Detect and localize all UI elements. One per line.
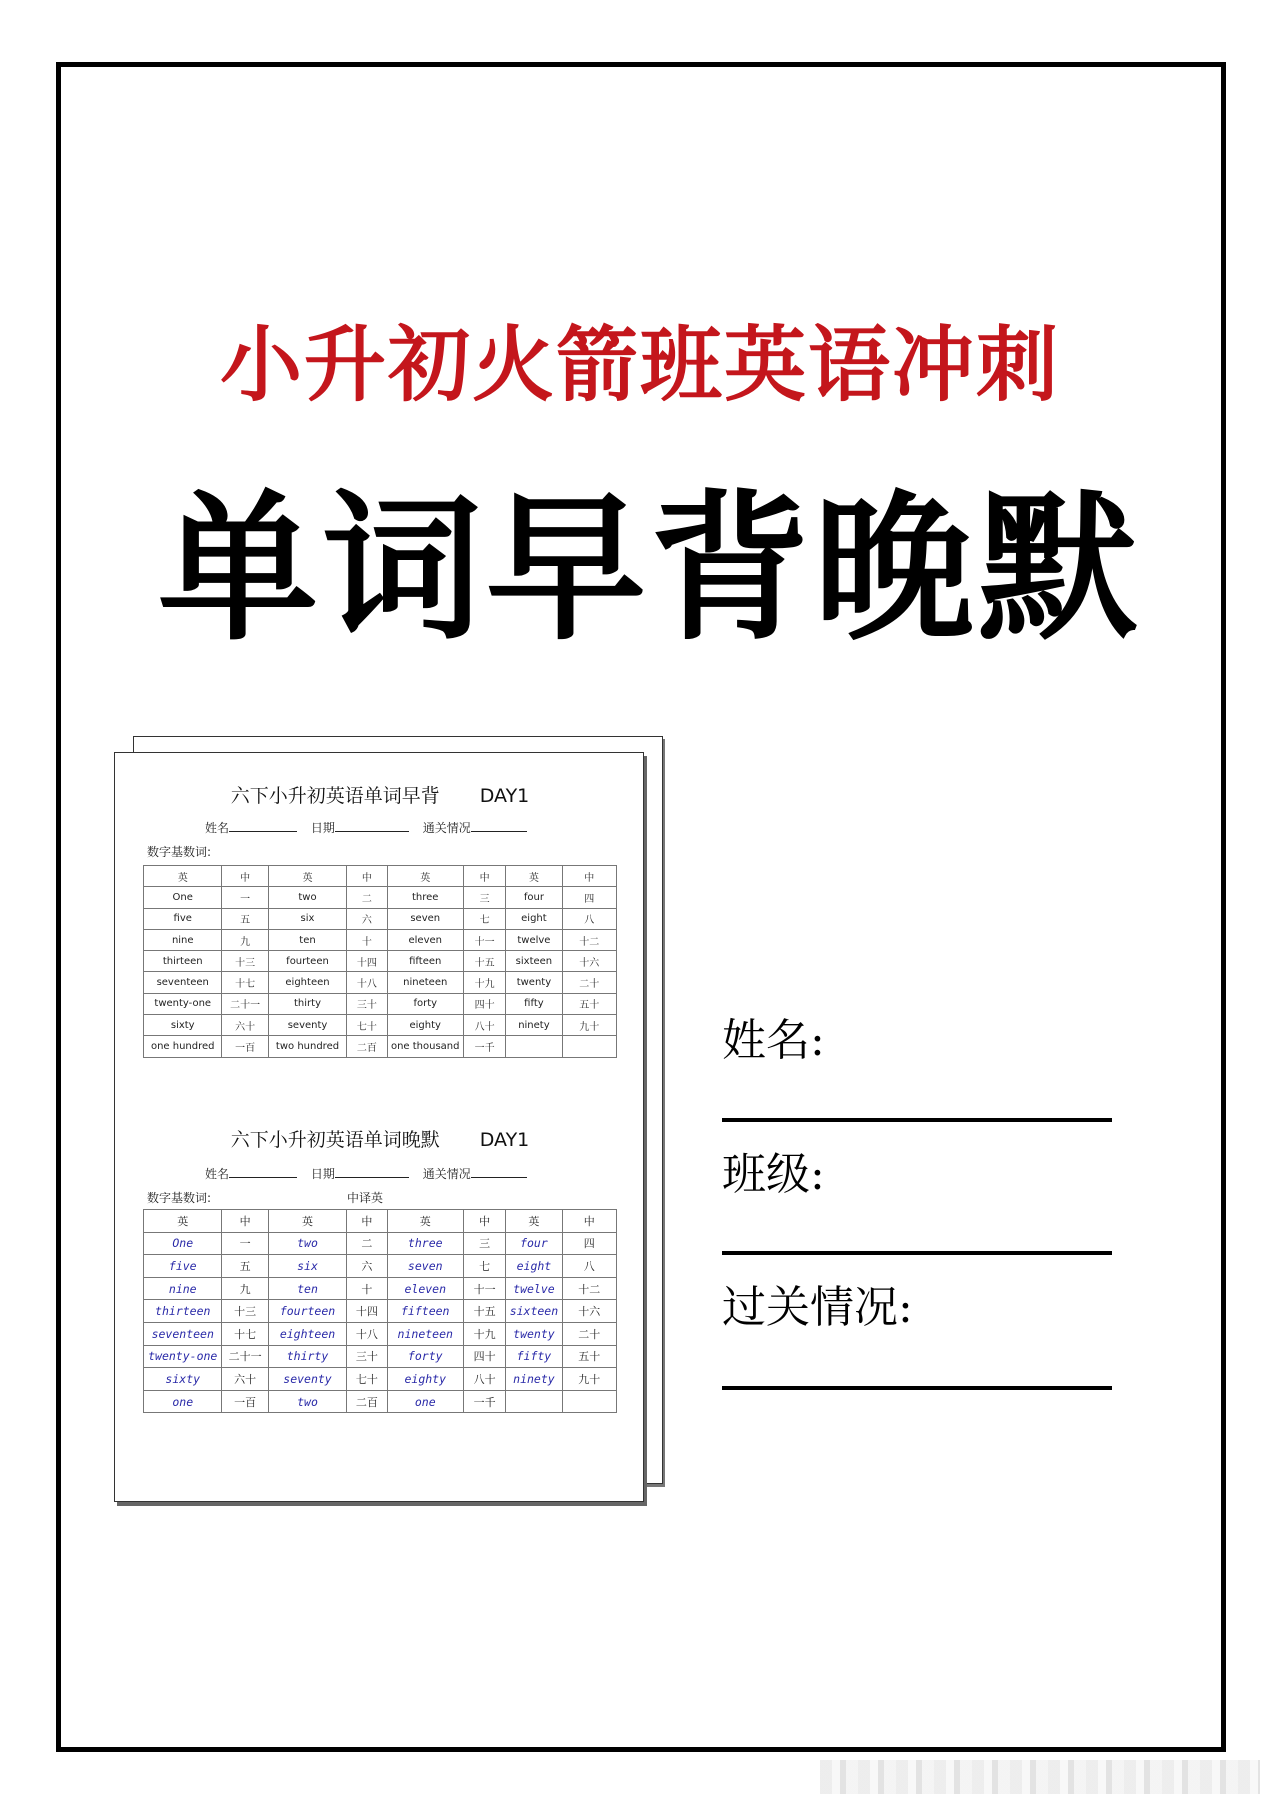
table-cell: seventy: [268, 1015, 346, 1036]
table-cell: eight: [506, 1255, 562, 1278]
table-row: [144, 951, 617, 972]
table-cell: [562, 1036, 616, 1057]
table-row: [144, 972, 617, 993]
evening-title: 六下小升初英语单词晚默: [230, 1129, 440, 1151]
table-cell: 八: [562, 908, 616, 929]
table-header-cell: 英: [387, 866, 463, 887]
table-cell: 一千: [463, 1036, 505, 1057]
table-cell: 二百: [347, 1390, 387, 1413]
table-cell: 十九: [463, 972, 505, 993]
table-cell: nineteen: [387, 1322, 463, 1345]
table-header-row: [144, 1210, 617, 1233]
evening-date-label: 日期: [310, 1167, 335, 1181]
table-cell: 七: [463, 908, 505, 929]
table-cell: 十三: [222, 1300, 268, 1323]
evening-day: DAY1: [479, 1129, 530, 1151]
morning-title-row: [115, 781, 645, 808]
table-header-row: [144, 866, 617, 887]
table-cell: 十五: [463, 951, 505, 972]
table-header-cell: 中: [463, 1210, 505, 1233]
table-cell: fifty: [506, 993, 562, 1014]
table-cell: thirty: [268, 1345, 346, 1368]
evening-status-label: 通关情况: [422, 1167, 471, 1181]
table-row: [144, 1368, 617, 1391]
table-cell: 三: [463, 887, 505, 908]
table-cell: ninety: [506, 1368, 562, 1391]
table-header-cell: 中: [347, 866, 387, 887]
table-cell: one: [387, 1390, 463, 1413]
table-cell: eleven: [387, 1277, 463, 1300]
table-cell: 十二: [562, 1277, 616, 1300]
morning-title: 六下小升初英语单词早背: [230, 785, 440, 807]
table-cell: fifteen: [387, 951, 463, 972]
table-header-cell: 英: [268, 866, 346, 887]
evening-name-blank: [229, 1177, 297, 1178]
table-cell: seventy: [268, 1368, 346, 1391]
table-cell: sixty: [144, 1368, 222, 1391]
table-cell: 一: [222, 887, 268, 908]
morning-status-label: 通关情况: [422, 821, 471, 835]
table-cell: two: [268, 1390, 346, 1413]
table-cell: 十三: [222, 951, 268, 972]
table-cell: One: [144, 887, 222, 908]
table-cell: seventeen: [144, 972, 222, 993]
table-cell: seven: [387, 908, 463, 929]
table-cell: 十八: [347, 1322, 387, 1345]
table-header-cell: 中: [562, 1210, 616, 1233]
table-cell: twelve: [506, 929, 562, 950]
table-cell: fourteen: [268, 1300, 346, 1323]
table-cell: 五十: [562, 1345, 616, 1368]
table-cell: 十: [347, 1277, 387, 1300]
table-header-cell: 英: [506, 866, 562, 887]
table-cell: 七十: [347, 1368, 387, 1391]
table-cell: two hundred: [268, 1036, 346, 1057]
table-cell: 一百: [222, 1036, 268, 1057]
table-cell: 十八: [347, 972, 387, 993]
table-cell: 八十: [463, 1368, 505, 1391]
status-field-label: 过关情况:: [722, 1282, 913, 1333]
table-cell: sixty: [144, 1015, 222, 1036]
evening-mode-label: 中译英: [347, 1191, 384, 1205]
evening-meta: [205, 1165, 527, 1182]
table-header-cell: 英: [144, 1210, 222, 1233]
table-cell: 三: [463, 1232, 505, 1255]
table-row: [144, 1390, 617, 1413]
table-cell: eighteen: [268, 1322, 346, 1345]
morning-name-label: 姓名: [205, 821, 230, 835]
name-field-label: 姓名:: [722, 1015, 825, 1066]
table-cell: 十: [347, 929, 387, 950]
table-cell: 二: [347, 1232, 387, 1255]
morning-name-blank: [229, 831, 297, 832]
table-cell: forty: [387, 993, 463, 1014]
morning-date-blank: [335, 831, 409, 832]
watermark-strip: [820, 1760, 1260, 1794]
table-cell: 一百: [222, 1390, 268, 1413]
table-cell: 十一: [463, 929, 505, 950]
table-cell: 二十一: [222, 993, 268, 1014]
cover-title: 单词早背晚默: [157, 474, 1142, 662]
table-cell: thirteen: [144, 1300, 222, 1323]
table-cell: 四十: [463, 1345, 505, 1368]
table-cell: 三十: [347, 1345, 387, 1368]
class-field-label: 班级:: [722, 1149, 825, 1200]
table-cell: 二十一: [222, 1345, 268, 1368]
table-cell: forty: [387, 1345, 463, 1368]
table-row: [144, 1036, 617, 1057]
table-cell: 九: [222, 929, 268, 950]
morning-section-label: 数字基数词:: [147, 845, 212, 859]
status-field-line[interactable]: [722, 1386, 1112, 1390]
table-cell: 一千: [463, 1390, 505, 1413]
table-cell: seven: [387, 1255, 463, 1278]
class-field-line[interactable]: [722, 1251, 1112, 1255]
table-cell: two: [268, 1232, 346, 1255]
morning-meta: [205, 819, 527, 836]
table-cell: nine: [144, 929, 222, 950]
table-cell: 一: [222, 1232, 268, 1255]
table-cell: 三十: [347, 993, 387, 1014]
evening-word-table: [143, 1209, 617, 1413]
table-cell: [562, 1390, 616, 1413]
table-cell: eighty: [387, 1368, 463, 1391]
table-cell: six: [268, 908, 346, 929]
table-cell: 十九: [463, 1322, 505, 1345]
table-row: [144, 993, 617, 1014]
table-cell: fifteen: [387, 1300, 463, 1323]
table-cell: 二百: [347, 1036, 387, 1057]
table-cell: sixteen: [506, 1300, 562, 1323]
table-cell: 九: [222, 1277, 268, 1300]
table-cell: [506, 1390, 562, 1413]
table-cell: 八十: [463, 1015, 505, 1036]
cover-subtitle: 小升初火箭班英语冲刺: [219, 317, 1060, 413]
table-cell: 四十: [463, 993, 505, 1014]
table-cell: 九十: [562, 1368, 616, 1391]
table-header-cell: 中: [222, 1210, 268, 1233]
table-cell: twenty-one: [144, 993, 222, 1014]
table-cell: 二: [347, 887, 387, 908]
table-header-cell: 中: [562, 866, 616, 887]
table-cell: 四: [562, 1232, 616, 1255]
table-row: [144, 929, 617, 950]
table-cell: 八: [562, 1255, 616, 1278]
table-row: [144, 1015, 617, 1036]
table-cell: ninety: [506, 1015, 562, 1036]
table-header-cell: 英: [144, 866, 222, 887]
table-cell: 六十: [222, 1368, 268, 1391]
table-cell: [506, 1036, 562, 1057]
table-cell: 二十: [562, 1322, 616, 1345]
table-cell: seventeen: [144, 1322, 222, 1345]
morning-day: DAY1: [479, 785, 530, 807]
table-cell: 六: [347, 1255, 387, 1278]
table-cell: 二十: [562, 972, 616, 993]
table-row: [144, 1300, 617, 1323]
table-cell: two: [268, 887, 346, 908]
table-cell: twenty: [506, 972, 562, 993]
table-cell: eighteen: [268, 972, 346, 993]
table-cell: one: [144, 1390, 222, 1413]
table-row: [144, 908, 617, 929]
table-cell: 十四: [347, 951, 387, 972]
table-cell: 五十: [562, 993, 616, 1014]
table-cell: three: [387, 1232, 463, 1255]
table-cell: ten: [268, 929, 346, 950]
table-row: [144, 1277, 617, 1300]
table-cell: one hundred: [144, 1036, 222, 1057]
table-cell: 六十: [222, 1015, 268, 1036]
morning-date-label: 日期: [310, 821, 335, 835]
table-cell: five: [144, 908, 222, 929]
table-cell: 十七: [222, 972, 268, 993]
table-row: [144, 1322, 617, 1345]
table-cell: fourteen: [268, 951, 346, 972]
table-cell: twenty: [506, 1322, 562, 1345]
table-header-cell: 英: [268, 1210, 346, 1233]
table-cell: thirteen: [144, 951, 222, 972]
table-cell: fifty: [506, 1345, 562, 1368]
table-header-cell: 英: [387, 1210, 463, 1233]
table-cell: three: [387, 887, 463, 908]
table-cell: 四: [562, 887, 616, 908]
table-cell: sixteen: [506, 951, 562, 972]
table-cell: eleven: [387, 929, 463, 950]
table-cell: five: [144, 1255, 222, 1278]
name-field-line[interactable]: [722, 1118, 1112, 1122]
table-cell: thirty: [268, 993, 346, 1014]
table-cell: 七: [463, 1255, 505, 1278]
table-cell: twelve: [506, 1277, 562, 1300]
evening-title-row: [115, 1125, 645, 1152]
table-row: [144, 1345, 617, 1368]
table-cell: eight: [506, 908, 562, 929]
table-cell: twenty-one: [144, 1345, 222, 1368]
table-cell: 十四: [347, 1300, 387, 1323]
evening-section-label: 数字基数词:: [147, 1191, 212, 1205]
table-cell: 十一: [463, 1277, 505, 1300]
table-row: [144, 1255, 617, 1278]
table-cell: 七十: [347, 1015, 387, 1036]
table-header-cell: 中: [222, 866, 268, 887]
evening-name-label: 姓名: [205, 1167, 230, 1181]
evening-date-blank: [335, 1177, 409, 1178]
worksheet-preview: [114, 752, 644, 1502]
table-cell: nineteen: [387, 972, 463, 993]
evening-status-blank: [471, 1177, 527, 1178]
table-cell: six: [268, 1255, 346, 1278]
table-cell: 六: [347, 908, 387, 929]
table-cell: 十二: [562, 929, 616, 950]
table-cell: one thousand: [387, 1036, 463, 1057]
table-cell: four: [506, 887, 562, 908]
table-header-cell: 中: [347, 1210, 387, 1233]
table-header-cell: 英: [506, 1210, 562, 1233]
table-cell: 十六: [562, 1300, 616, 1323]
table-cell: 九十: [562, 1015, 616, 1036]
table-cell: four: [506, 1232, 562, 1255]
table-cell: 五: [222, 908, 268, 929]
table-header-cell: 中: [463, 866, 505, 887]
table-cell: nine: [144, 1277, 222, 1300]
table-cell: eighty: [387, 1015, 463, 1036]
morning-word-table: [143, 865, 617, 1058]
table-row: [144, 887, 617, 908]
table-row: [144, 1232, 617, 1255]
table-cell: ten: [268, 1277, 346, 1300]
table-cell: 十七: [222, 1322, 268, 1345]
morning-status-blank: [471, 831, 527, 832]
table-cell: One: [144, 1232, 222, 1255]
table-cell: 十五: [463, 1300, 505, 1323]
table-cell: 十六: [562, 951, 616, 972]
table-cell: 五: [222, 1255, 268, 1278]
